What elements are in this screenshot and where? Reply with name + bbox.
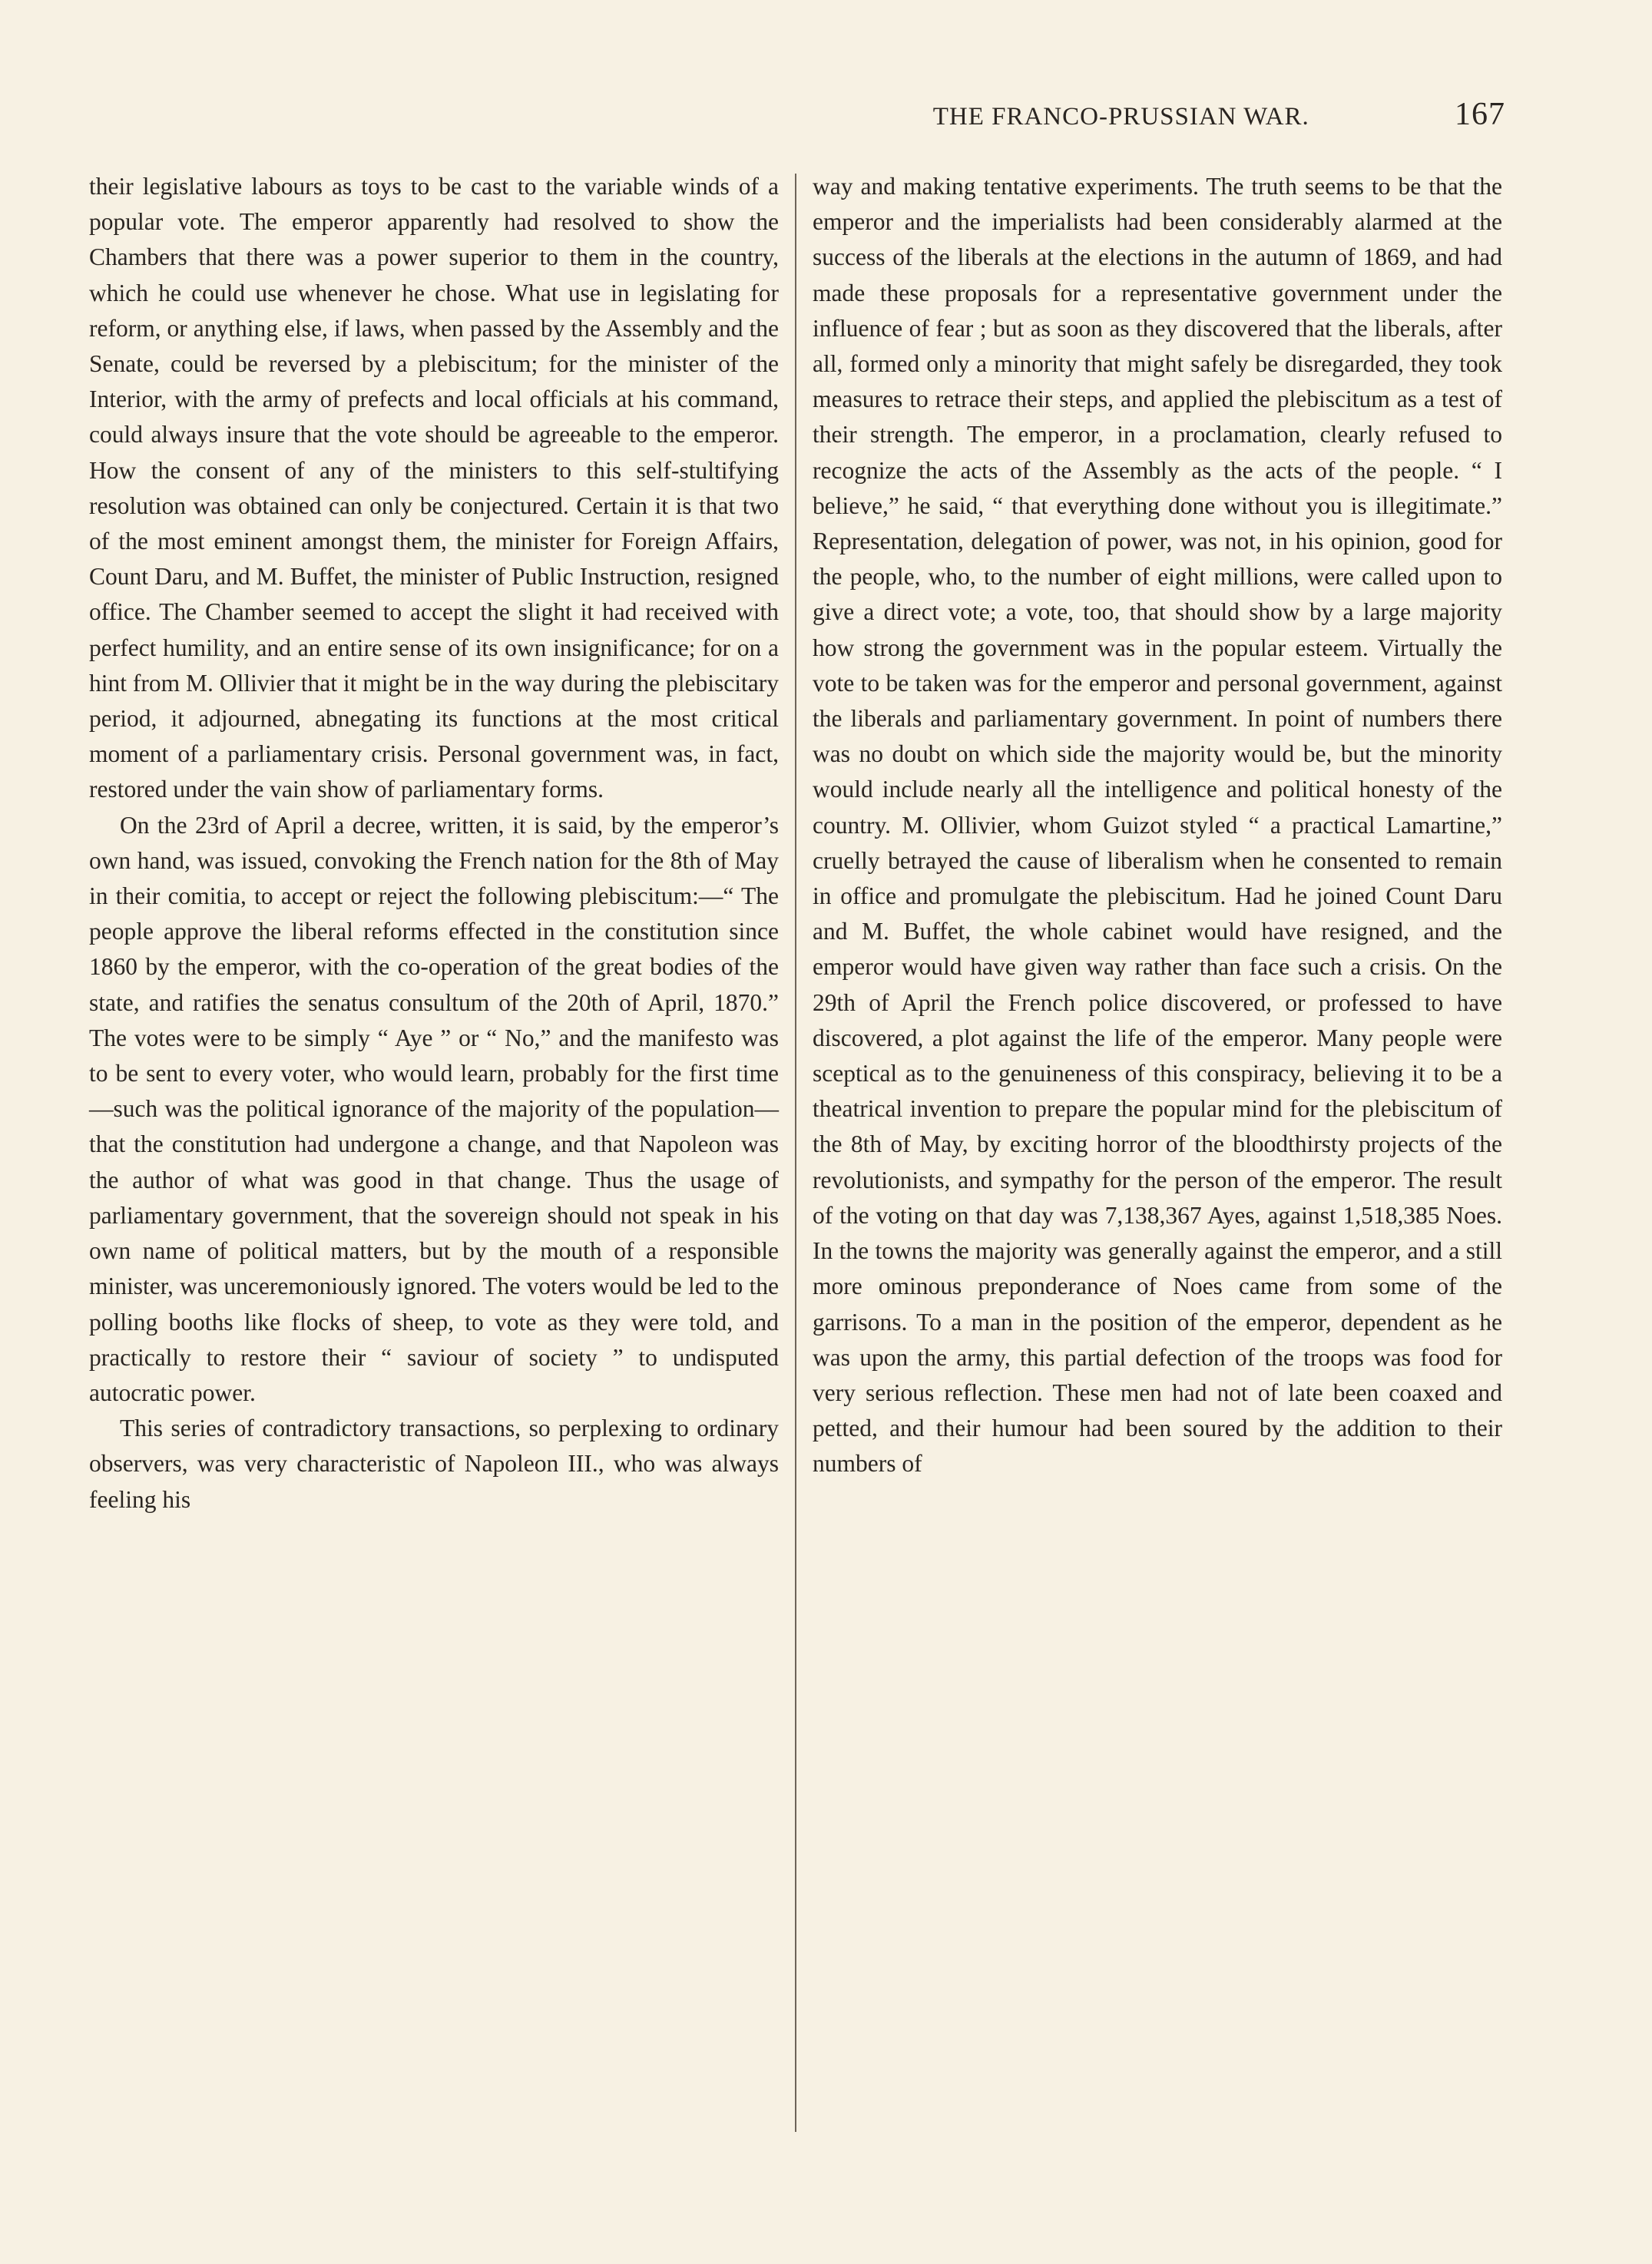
left-paragraph-3: This series of contradictory transactions, so perplexing to ordinary observers, was very characteristic of Napoleon III., who was always feeling his	[89, 1415, 779, 1513]
running-title: THE FRANCO-PRUSSIAN WAR.	[932, 103, 1309, 131]
right-paragraph-1: way and making tentative experiments. The truth seems to be that the emperor and the imperialists had been considerably alarmed at the success of the liberals at the elections in the autumn of 1869, and had made these proposals for a representative government under the influence of fear ; but as soon as they discovered that the liberals, after all, formed only a minority that might safely be disregarded, they took measures to retrace their steps, and applied the plebiscitum as a test of their strength. The emperor, in a proclamation, clearly refused to recognize the acts of the Assembly as the acts of the people. “ I believe,” he said, “ that everything done without you is illegitimate.” Representation, delegation of power, was not, in his opinion, good for the people, who, to the number of eight millions, were called upon to give a direct vote; a vote, too, that should show by a large majority how strong the government was in the popular esteem. Virtually the vote to be taken was for the emperor and personal government, against the liberals and parliamentary government. In point of numbers there was no doubt on which side the majority would be, but the minority would include nearly all the intelligence and political honesty of the country. M. Ollivier, whom Guizot styled “ a practical Lamartine,” cruelly betrayed the cause of liberalism when he consented to remain in office and promulgate the plebiscitum. Had he joined Count Daru and M. Buffet, the whole cabinet would have resigned, and the emperor would have given way rather than face such a crisis. On the 29th of April the French police discovered, or professed to have discovered, a plot against the life of the emperor. Many people were sceptical as to the genuineness of this conspiracy, believing it to be a theatrical invention to prepare the popular mind for the plebiscitum of the 8th of May, by exciting horror of the bloodthirsty projects of the revolutionists, and sympathy for the person of the emperor. The result of the voting on that day was 7,138,367 Ayes, against 1,518,385 Noes. In the towns the majority was generally against the emperor, and a still more ominous preponderance of Noes came from some of the garrisons. To a man in the position of the emperor, dependent as he was upon the army, this partial defection of the troops was food for very serious reflection. These men had not of late been coaxed and petted, and their humour had been soured by the addition to their numbers of	[813, 173, 1502, 1478]
left-column	[89, 169, 779, 1518]
right-column	[813, 169, 1502, 1482]
left-paragraph-2: On the 23rd of April a decree, written, it is said, by the emperor’s own hand, was issued, convoking the French nation for the 8th of May in their comitia, to accept or reject the following plebiscitum:—“ The people approve the liberal reforms effected in the constitution since 1860 by the emperor, with the co-operation of the great bodies of the state, and ratifies the senatus consultum of the 20th of April, 1870.” The votes were to be simply “ Aye ” or “ No,” and the manifesto was to be sent to every voter, who would learn, probably for the first time—such was the political ignorance of the majority of the population—that the constitution had undergone a change, and that Napoleon was the author of what was good in that change. Thus the usage of parliamentary government, that the sovereign should not speak in his own name of political matters, but by the mouth of a responsible minister, was unceremoniously ignored. The voters would be led to the polling booths like flocks of sheep, to vote as they were told, and practically to restore their “ saviour of society ” to undisputed autocratic power.	[89, 811, 779, 1406]
page-number: 167	[1455, 97, 1505, 132]
running-head	[0, 98, 1505, 131]
column-divider	[795, 174, 796, 2132]
left-paragraph-1: their legislative labours as toys to be cast to the variable winds of a popular vote. The emperor apparently had resolved to show the Chambers that there was a power superior to them in the country, which he could use whenever he chose. What use in legislating for reform, or anything else, if laws, when passed by the Assembly and the Senate, could be reversed by a plebiscitum; for the minister of the Interior, with the army of prefects and local officials at his command, could always insure that the vote should be agreeable to the emperor. How the consent of any of the ministers to this self-stultifying resolution was obtained can only be conjectured. Certain it is that two of the most eminent amongst them, the minister for Foreign Affairs, Count Daru, and M. Buffet, the minister of Public Instruction, resigned office. The Chamber seemed to accept the slight it had received with perfect humility, and an entire sense of its own insignificance; for on a hint from M. Ollivier that it might be in the way during the plebiscitary period, it adjourned, abnegating its functions at the most critical moment of a parliamentary crisis. Personal government was, in fact, restored under the vain show of parliamentary forms.	[89, 173, 779, 803]
